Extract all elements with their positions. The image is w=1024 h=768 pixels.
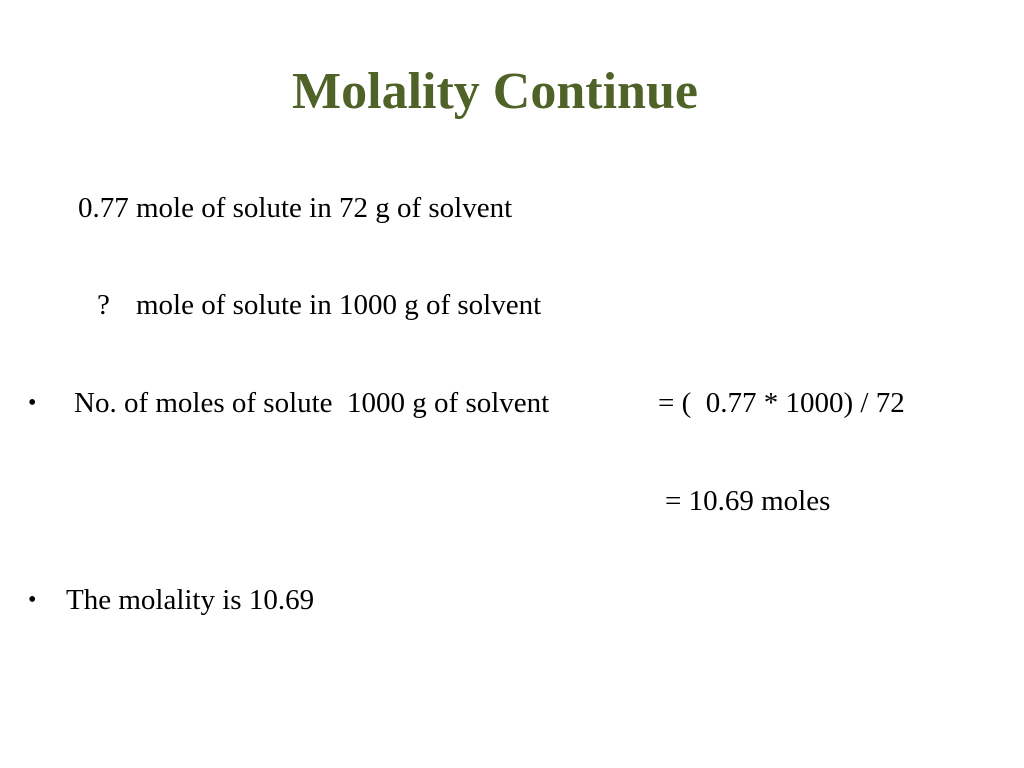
calculation-label: No. of moles of solute 1000 g of solvent: [74, 387, 550, 419]
question-mark: ?: [97, 289, 110, 321]
bullet-point: •: [28, 587, 37, 613]
calculation-expression: = ( 0.77 * 1000) / 72: [658, 387, 905, 419]
bullet-point: •: [28, 390, 37, 416]
given-statement: 0.77 mole of solute in 72 g of solvent: [78, 192, 513, 224]
question-statement: mole of solute in 1000 g of solvent: [136, 289, 542, 321]
conclusion-statement: The molality is 10.69: [66, 584, 315, 616]
calculation-result: = 10.69 moles: [665, 485, 831, 517]
slide-title: Molality Continue: [292, 63, 698, 120]
